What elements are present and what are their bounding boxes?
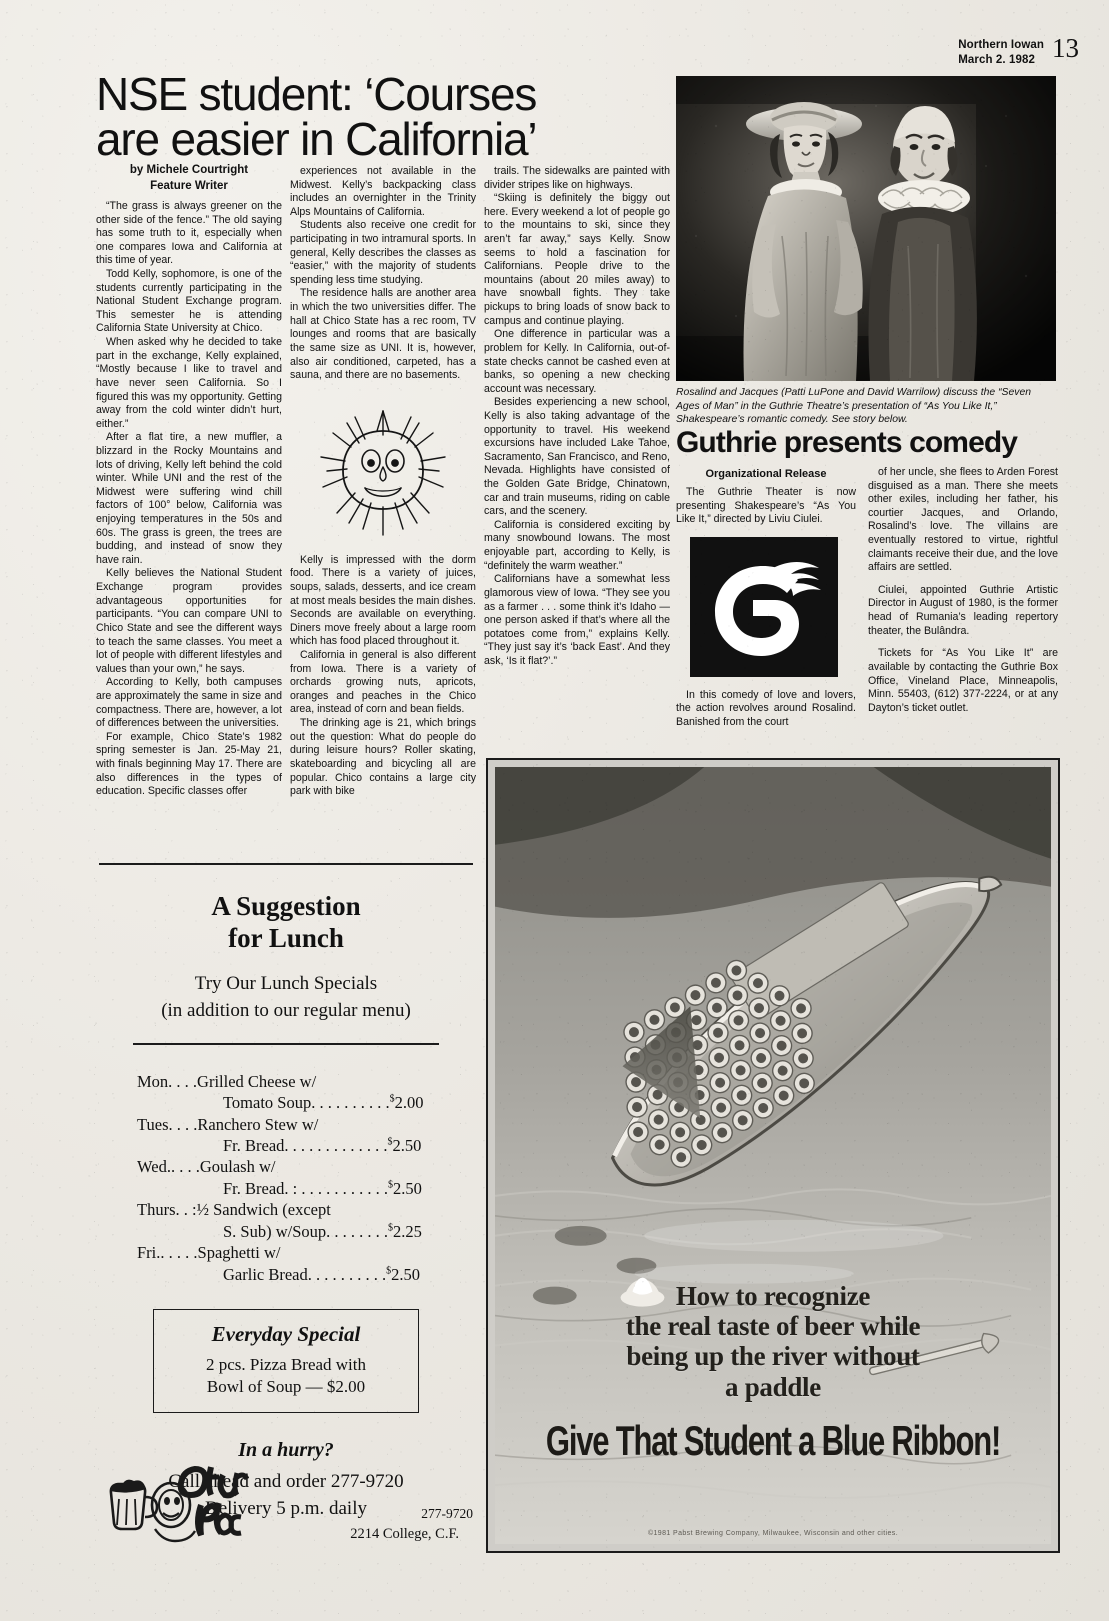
paragraph: The residence halls are another area in which the two universities differ. The hall at Chico State has a rec room, TV lounges and rooms that are basically the same size as UNI. It is, however, also air conditioned, carpeted, has a sauna, and there are no basements.: [290, 287, 476, 382]
beer-copy-line-4: a paddle: [725, 1371, 821, 1402]
other-place-address: 2214 College, C.F.: [350, 1526, 459, 1542]
guthrie-column-1: [676, 486, 856, 730]
guthrie-production-photo: [676, 76, 1056, 381]
leader-dots: . . . . . . . . . .: [311, 1093, 390, 1113]
paragraph: One difference in particular was a problem for Kelly. In California, out-of-state checks cannot be cashed even at banks, so opening a new checking account was necessary.: [484, 328, 670, 395]
lunch-ad-subtitle-line-1: Try Our Lunch Specials: [194, 972, 378, 994]
guthrie-column-2: [868, 466, 1058, 715]
paragraph: The drinking age is 21, which brings out the question: What do people do during leisure hours? Roller skating, skateboarding and bicycling all are popular. Chico contains a large city park with bike: [290, 717, 476, 798]
menu-dish-cont: Fr. Bread: [223, 1135, 285, 1155]
menu-day: Fri.. . . . .: [137, 1243, 198, 1263]
leader-dots: . . . . . . . . . . . . .: [284, 1135, 388, 1155]
paragraph: When asked why he decided to take part in the exchange, Kelly explained, “Mostly because I like to travel and have never seen California. So I figured this was my opportunity. Getting away from the cold winter didn’t hurt, either.”: [96, 336, 282, 430]
leader-dots: . . . . . . . .: [326, 1221, 389, 1241]
menu-day: Wed.. . . .: [137, 1157, 200, 1177]
lunch-ad-title-line-2: for Lunch: [228, 922, 344, 953]
photo-caption: Rosalind and Jacques (Patti LuPone and David Warrilow) discuss the “Seven Ages of Man” in the Guthrie Theatre’s presentation of “As You Like It,” Shakespeare’s romantic comedy. See story below.: [676, 387, 1032, 426]
menu-day: Tues. . . .: [137, 1114, 198, 1134]
other-place-logo: [99, 1453, 249, 1545]
beer-copy-line-3: being up the river without: [626, 1341, 920, 1372]
guthrie-headline: Guthrie presents comedy: [676, 426, 1018, 459]
delivery-line: Delivery 5 p.m. daily: [205, 1498, 367, 1520]
beer-ad-fine-print: ©1981 Pabst Brewing Company, Milwaukee, Wisconsin and other cities.: [647, 1530, 899, 1537]
paragraph: The Guthrie Theater is now presenting Shakespeare’s “As You Like It,” directed by Liviu Ciulei.: [676, 486, 856, 526]
menu-dish: Goulash w/: [199, 1157, 276, 1177]
menu-dish-cont: Fr. Bread: [223, 1178, 285, 1198]
everyday-special-line-2: Bowl of Soup — $2.00: [206, 1377, 366, 1397]
menu-dish: Ranchero Stew w/: [197, 1114, 319, 1134]
beer-ad-tagline: Give That Student a Blue Ribbon!: [545, 1417, 1001, 1465]
menu-price: $2.50: [386, 1264, 420, 1284]
byline: [96, 163, 282, 194]
paragraph: experiences not available in the Midwest. Kelly’s backpacking class includes an overnighter in the Trinity Alps Mountains of California.: [290, 165, 476, 218]
article-column-2: [290, 165, 476, 799]
masthead: [958, 33, 1079, 67]
publication-name: Northern Iowan: [958, 39, 1044, 51]
byline-author: by Michele Courtright: [129, 164, 249, 176]
paragraph: Students also receive one credit for participating in two intramural sports. In general, Kelly describes the classes as “easier,” with the majority of students spending less time studying.: [290, 219, 476, 286]
paragraph: After a flat tire, a new muffler, a blizzard in the Rocky Mountains and lots of driving, Kelly left behind the cold winter. While UNI and the rest of the Midwest were suffering wind chill factors of 100° below, California was enjoying temperatures in the 50s and 60s. The grass is green, the trees are budding, and instead of snow they have rain.: [96, 431, 282, 566]
headline-line-2: are easier in California’: [96, 112, 537, 165]
beer-ad-copy: [495, 1281, 1051, 1402]
paragraph: “Skiing is definitely the biggy out here. Every weekend a lot of people go to the mountains to ski, since they aren’t far away,” says Kelly. Snow seems to hold a fascination for Californians. People drive to the mountains (about 20 miles away) to have snowball fights. They take pickups to bring loads of snow back to campus and continue playing.: [484, 192, 670, 327]
menu-item: [137, 1199, 437, 1242]
menu-dish-cont: S. Sub) w/Soup: [223, 1221, 327, 1241]
lunch-ad-subtitle-line-2: (in addition to our regular menu): [161, 999, 411, 1021]
byline-role: Feature Writer: [150, 179, 228, 192]
article-column-3: [484, 165, 670, 669]
headline-line-1: NSE student: ‘Courses: [96, 68, 537, 120]
guthrie-source-line: Organizational Release: [705, 468, 827, 480]
beer-copy-line-1: How to recognize: [675, 1281, 871, 1311]
page-title: [96, 68, 676, 165]
beer-advertisement: [486, 758, 1060, 1553]
paragraph: California in general is also different from Iowa. There is a variety of orchards growing nuts, apricots, oranges and peaches in the Chico area, instead of corn and bean fields.: [290, 649, 476, 716]
in-a-hurry-heading: In a hurry?: [238, 1439, 334, 1462]
masthead-lines: [958, 38, 1044, 67]
lunch-ad-title: [99, 891, 473, 955]
menu-item: [137, 1071, 437, 1114]
menu-dish: Spaghetti w/: [197, 1243, 281, 1263]
everyday-special-line-1: 2 pcs. Pizza Bread with: [205, 1355, 367, 1375]
paragraph: Tickets for “As You Like It” are available by contacting the Guthrie Box Office, Vineland Place, Minneapolis, Minn. 55403, (612) 377-2224, or at any Dayton’s ticket outlet.: [868, 647, 1058, 714]
paragraph: “The grass is always greener on the other side of the fence.” The old saying has some truth to it, especially when one compares Iowa and California at this time of year.: [96, 200, 282, 267]
paragraph: According to Kelly, both campuses are approximately the same in size and compactness. There are, however, a lot of differences between the universities.: [96, 676, 282, 730]
beer-ad-artwork: [495, 767, 1051, 1544]
beer-copy-line-2: the real taste of beer while: [625, 1311, 921, 1342]
leader-dots: . . . . . . . . . .: [307, 1264, 387, 1284]
other-place-phone: 277-9720: [421, 1506, 473, 1521]
menu-price: $2.50: [387, 1135, 422, 1155]
paragraph: Kelly is impressed with the dorm food. There is a variety of juices, soups, salads, desserts, and ice cream at most meals besides the main dishes. Seconds are available on everything. Diners move freely about a large room which has food placed throughout it.: [290, 553, 476, 648]
sun-illustration: [290, 393, 476, 548]
everyday-special-box: [153, 1309, 419, 1413]
paragraph: For example, Chico State’s 1982 spring semester is Jan. 25-May 21, with finals beginning May 17. There are also differences in the types of education. Specific classes offer: [96, 730, 282, 798]
menu-day: Mon. . . .: [137, 1071, 198, 1091]
divider: [133, 1043, 439, 1045]
menu-price: $2.00: [389, 1093, 424, 1113]
paragraph: Kelly believes the National Student Exchange program provides advantageous opportunities for participants. “You can compare UNI to Chico State and see the different ways to teach the same classes. You meet a lot of people with different lifestyles and values than your own,” he says.: [96, 567, 282, 675]
menu-item: [137, 1156, 437, 1199]
menu-dish: ½ Sandwich (except: [196, 1200, 331, 1220]
paragraph: California is considered exciting by many snowbound Iowans. The most enjoyable part, according to Kelly, is “definitely the warm weather.”: [484, 518, 670, 572]
everyday-special-title: Everyday Special: [211, 1322, 361, 1347]
paragraph: Ciulei, appointed Guthrie Artistic Director in August of 1980, is the former head of Rumania’s leading repertory theater, the Bulândra.: [868, 583, 1058, 637]
lunch-ad-subtitle: [99, 971, 473, 1025]
lunch-ad-title-line-1: A Suggestion: [211, 891, 361, 921]
menu-dish-cont: Tomato Soup: [223, 1093, 312, 1113]
lunch-advertisement: [99, 863, 473, 1553]
menu-item: [137, 1114, 437, 1157]
paragraph: Besides experiencing a new school, Kelly is also taking advantage of the opportunity to travel. His weekend excursions have included Lake Tahoe, Sacramento, San Francisco, and Reno, Nevada. Highlights have consisted of the Golden Gate Bridge, Chinatown, car and train museums, riding on cable cars, and the scenery.: [484, 396, 670, 518]
leader-dots: . : . . . . . . . . . . .: [284, 1178, 389, 1198]
menu-price: $2.25: [388, 1221, 422, 1241]
menu-dish: Grilled Cheese w/: [197, 1071, 317, 1091]
paragraph: Todd Kelly, sophomore, is one of the students currently participating in the National Student Exchange program. This semester he is attending California State University at Chico.: [96, 268, 282, 335]
paragraph: Californians have a somewhat less glamorous view of Iowa. “They see you as a farmer . . . some think it’s Idaho — one person asked if that’s where all the potatoes come from,” explains Kelly. “They just say it’s ‘back East’. And they ask, ‘Is it flat?’.”: [484, 573, 670, 667]
paragraph: of her uncle, she flees to Arden Forest disguised as a man. There she meets other exiles, including her father, his courtier Jacques, and Orlando, Rosalind’s love. The villains are eventually restored to virtue, rightful claimants receive their due, and the love affairs are settled.: [868, 466, 1058, 574]
lunch-ad-footer: [99, 1453, 473, 1545]
menu-price: $2.50: [388, 1178, 422, 1198]
menu-day: Thurs. . :: [137, 1200, 197, 1220]
page-number: 13: [1052, 33, 1079, 63]
paragraph: trails. The sidewalks are painted with divider stripes like on highways.: [484, 165, 670, 191]
paragraph: In this comedy of love and lovers, the action revolves around Rosalind. Banished from the court: [676, 688, 856, 729]
lunch-menu-list: [137, 1071, 437, 1285]
menu-item: [137, 1242, 437, 1285]
call-ahead-line: Call ahead and order 277-9720: [168, 1471, 404, 1493]
publication-date: March 2. 1982: [958, 53, 1035, 66]
guthrie-g-logo: [690, 537, 838, 677]
menu-dish-cont: Garlic Bread: [223, 1264, 308, 1284]
article-column-1: [96, 200, 282, 799]
